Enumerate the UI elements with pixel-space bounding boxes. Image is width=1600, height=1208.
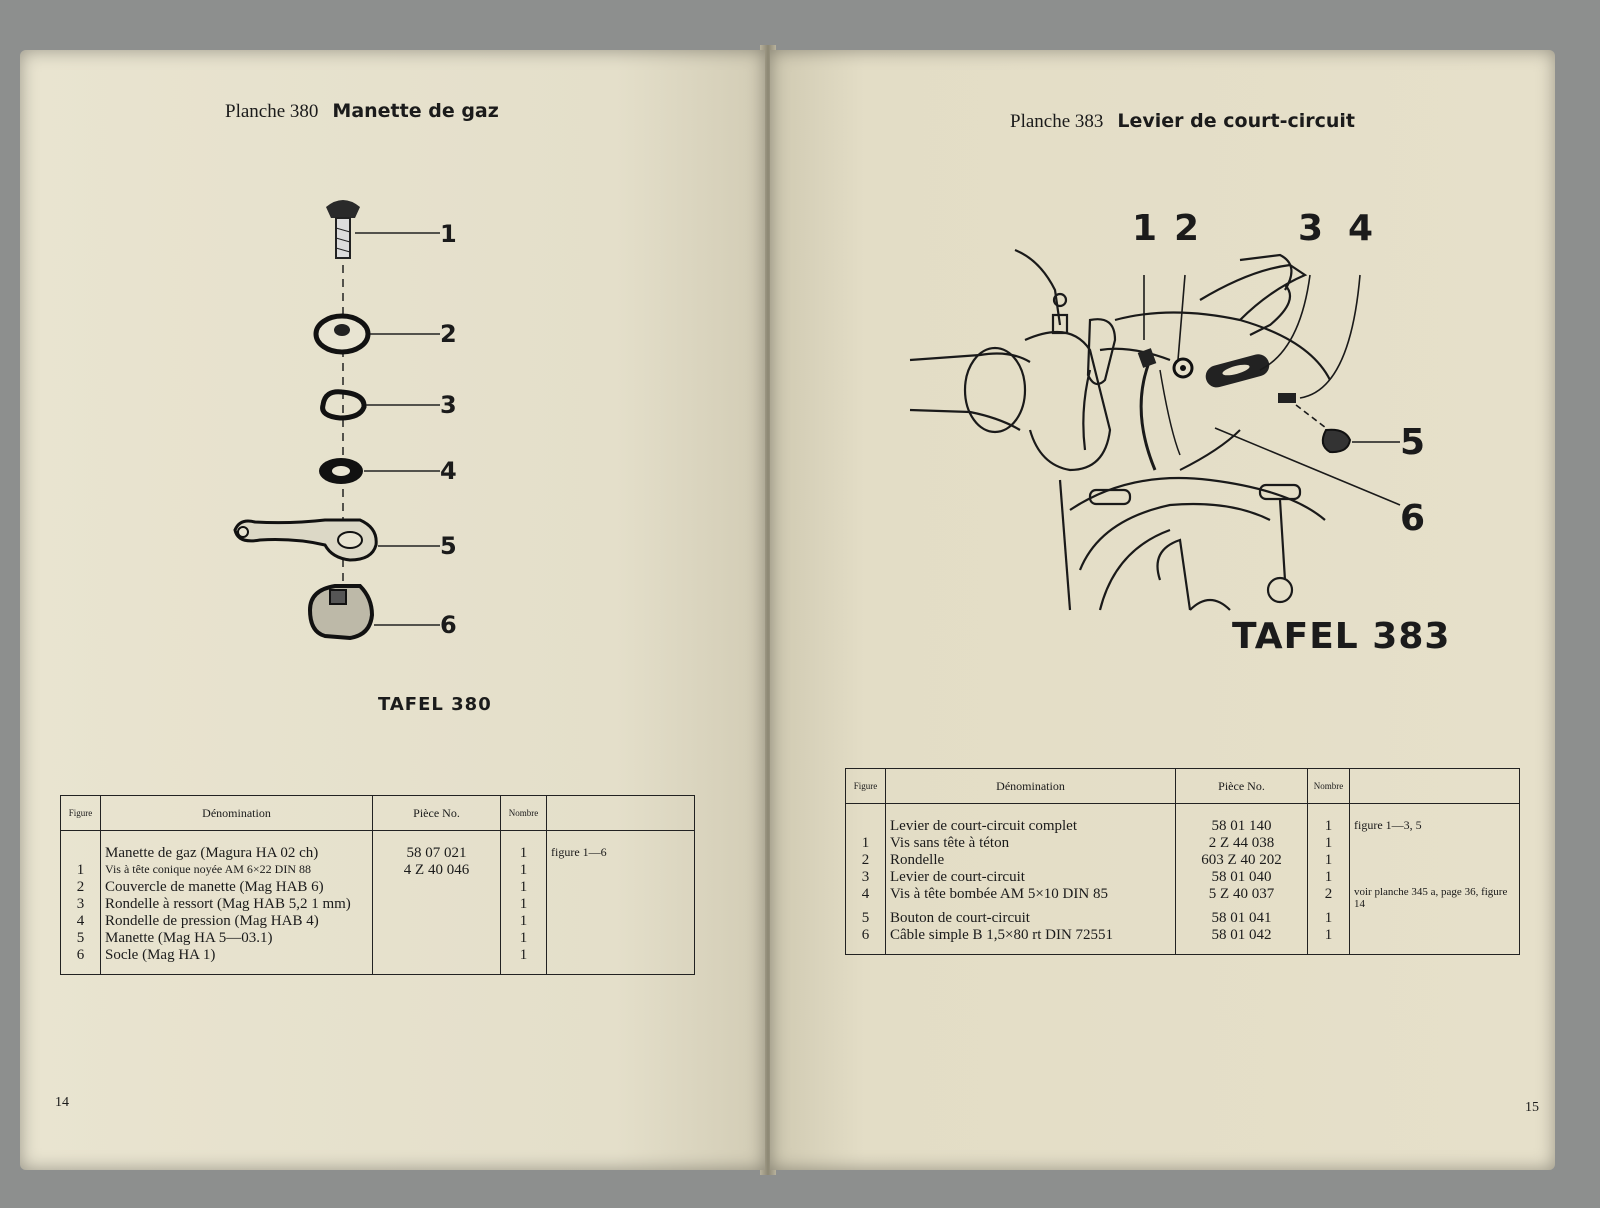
header-note — [1350, 769, 1520, 804]
left-callout-4: 4 — [440, 457, 457, 485]
row-note — [1350, 910, 1520, 927]
row-nombre: 1 — [1308, 927, 1350, 955]
left-title: Manette de gaz — [332, 100, 499, 122]
row-piece — [373, 930, 501, 947]
right-callout-4: 4 — [1348, 208, 1374, 249]
row-denomination: Couvercle de manette (Mag HAB 6) — [101, 879, 373, 896]
row-nombre: 1 — [501, 862, 547, 879]
row-denomination: Vis à tête conique noyée AM 6×22 DIN 88 — [101, 862, 373, 879]
left-page — [20, 50, 765, 1170]
header-piece: Pièce No. — [1176, 769, 1308, 804]
table-row — [846, 852, 1520, 869]
left-callout-3: 3 — [440, 391, 457, 419]
table-row — [61, 831, 695, 863]
row-note: figure 1—3, 5 — [1350, 804, 1520, 836]
left-callout-1: 1 — [440, 220, 457, 248]
left-page-number: 14 — [55, 1095, 69, 1110]
left-tafel-label: TAFEL 380 — [378, 694, 492, 715]
row-figure: 4 — [61, 913, 101, 930]
row-denomination: Rondelle — [886, 852, 1176, 869]
header-denomination: Dénomination — [886, 769, 1176, 804]
row-note — [547, 930, 695, 947]
table-row — [846, 927, 1520, 955]
right-assembly-drawing — [770, 50, 1555, 650]
row-denomination: Bouton de court-circuit — [886, 910, 1176, 927]
row-nombre: 1 — [501, 947, 547, 975]
row-figure: 6 — [61, 947, 101, 975]
header-figure: Figure — [846, 769, 886, 804]
row-piece: 4 Z 40 046 — [373, 862, 501, 879]
table-row — [846, 910, 1520, 927]
row-piece — [373, 879, 501, 896]
left-parts-table — [60, 795, 695, 975]
row-denomination: Levier de court-circuit — [886, 869, 1176, 886]
table-row — [846, 835, 1520, 852]
row-denomination: Rondelle à ressort (Mag HAB 5,2 1 mm) — [101, 896, 373, 913]
right-planche-label: Planche 383 — [1010, 111, 1104, 132]
table-row — [846, 804, 1520, 836]
row-nombre: 1 — [501, 930, 547, 947]
row-piece — [373, 913, 501, 930]
table-row — [61, 913, 695, 930]
row-figure: 1 — [61, 862, 101, 879]
row-note — [1350, 869, 1520, 886]
table-row — [61, 862, 695, 879]
table-row — [61, 879, 695, 896]
right-page — [770, 50, 1555, 1170]
row-note — [1350, 927, 1520, 955]
row-denomination: Manette (Mag HA 5—03.1) — [101, 930, 373, 947]
right-title: Levier de court-circuit — [1117, 110, 1355, 132]
row-figure: 6 — [846, 927, 886, 955]
row-figure: 3 — [846, 869, 886, 886]
table-row — [846, 886, 1520, 910]
row-figure: 4 — [846, 886, 886, 910]
left-table-header — [61, 796, 695, 831]
header-note — [547, 796, 695, 831]
table-row — [846, 869, 1520, 886]
row-nombre: 1 — [1308, 910, 1350, 927]
left-callout-6: 6 — [440, 611, 457, 639]
row-note — [547, 862, 695, 879]
row-note: figure 1—6 — [547, 831, 695, 863]
table-row — [61, 930, 695, 947]
row-figure: 5 — [846, 910, 886, 927]
row-figure: 3 — [61, 896, 101, 913]
row-denomination: Câble simple B 1,5×80 rt DIN 72551 — [886, 927, 1176, 955]
header-piece: Pièce No. — [373, 796, 501, 831]
right-callout-2: 2 — [1174, 208, 1200, 249]
row-denomination: Vis sans tête à téton — [886, 835, 1176, 852]
row-piece: 603 Z 40 202 — [1176, 852, 1308, 869]
row-note — [547, 913, 695, 930]
header-figure: Figure — [61, 796, 101, 831]
row-denomination: Socle (Mag HA 1) — [101, 947, 373, 975]
row-note: voir planche 345 a, page 36, figure 14 — [1350, 886, 1520, 910]
right-parts-table — [845, 768, 1520, 955]
right-tafel-label: TAFEL 383 — [1232, 616, 1451, 657]
row-nombre: 2 — [1308, 886, 1350, 910]
row-piece: 2 Z 44 038 — [1176, 835, 1308, 852]
table-row — [61, 947, 695, 975]
row-figure: 1 — [846, 835, 886, 852]
row-nombre: 1 — [501, 831, 547, 863]
row-figure: 5 — [61, 930, 101, 947]
right-page-number: 15 — [1525, 1100, 1539, 1115]
header-nombre: Nombre — [1308, 769, 1350, 804]
row-denomination: Levier de court-circuit complet — [886, 804, 1176, 836]
left-callout-5: 5 — [440, 532, 457, 560]
row-nombre: 1 — [1308, 869, 1350, 886]
row-denomination: Vis à tête bombée AM 5×10 DIN 85 — [886, 886, 1176, 910]
row-piece — [373, 947, 501, 975]
right-callout-6: 6 — [1400, 498, 1426, 539]
row-note — [547, 947, 695, 975]
left-exploded-drawing-lower — [20, 50, 765, 750]
row-figure — [846, 804, 886, 836]
row-piece: 58 07 021 — [373, 831, 501, 863]
row-figure — [61, 831, 101, 863]
table-row — [61, 896, 695, 913]
row-figure: 2 — [61, 879, 101, 896]
row-piece: 5 Z 40 037 — [1176, 886, 1308, 910]
right-callout-5: 5 — [1400, 422, 1426, 463]
row-nombre: 1 — [1308, 804, 1350, 836]
left-planche-label: Planche 380 — [225, 101, 319, 122]
row-piece: 58 01 042 — [1176, 927, 1308, 955]
row-figure: 2 — [846, 852, 886, 869]
row-denomination: Manette de gaz (Magura HA 02 ch) — [101, 831, 373, 863]
row-piece: 58 01 041 — [1176, 910, 1308, 927]
row-nombre: 1 — [501, 913, 547, 930]
row-note — [547, 879, 695, 896]
row-nombre: 1 — [1308, 835, 1350, 852]
right-table-header — [846, 769, 1520, 804]
header-nombre: Nombre — [501, 796, 547, 831]
header-denomination: Dénomination — [101, 796, 373, 831]
row-piece: 58 01 140 — [1176, 804, 1308, 836]
row-note — [1350, 835, 1520, 852]
right-callout-3: 3 — [1298, 208, 1324, 249]
row-denomination: Rondelle de pression (Mag HAB 4) — [101, 913, 373, 930]
row-note — [547, 896, 695, 913]
row-piece — [373, 896, 501, 913]
left-callout-2: 2 — [440, 320, 457, 348]
right-callout-1: 1 — [1132, 208, 1158, 249]
row-piece: 58 01 040 — [1176, 869, 1308, 886]
row-nombre: 1 — [1308, 852, 1350, 869]
row-nombre: 1 — [501, 896, 547, 913]
row-note — [1350, 852, 1520, 869]
row-nombre: 1 — [501, 879, 547, 896]
